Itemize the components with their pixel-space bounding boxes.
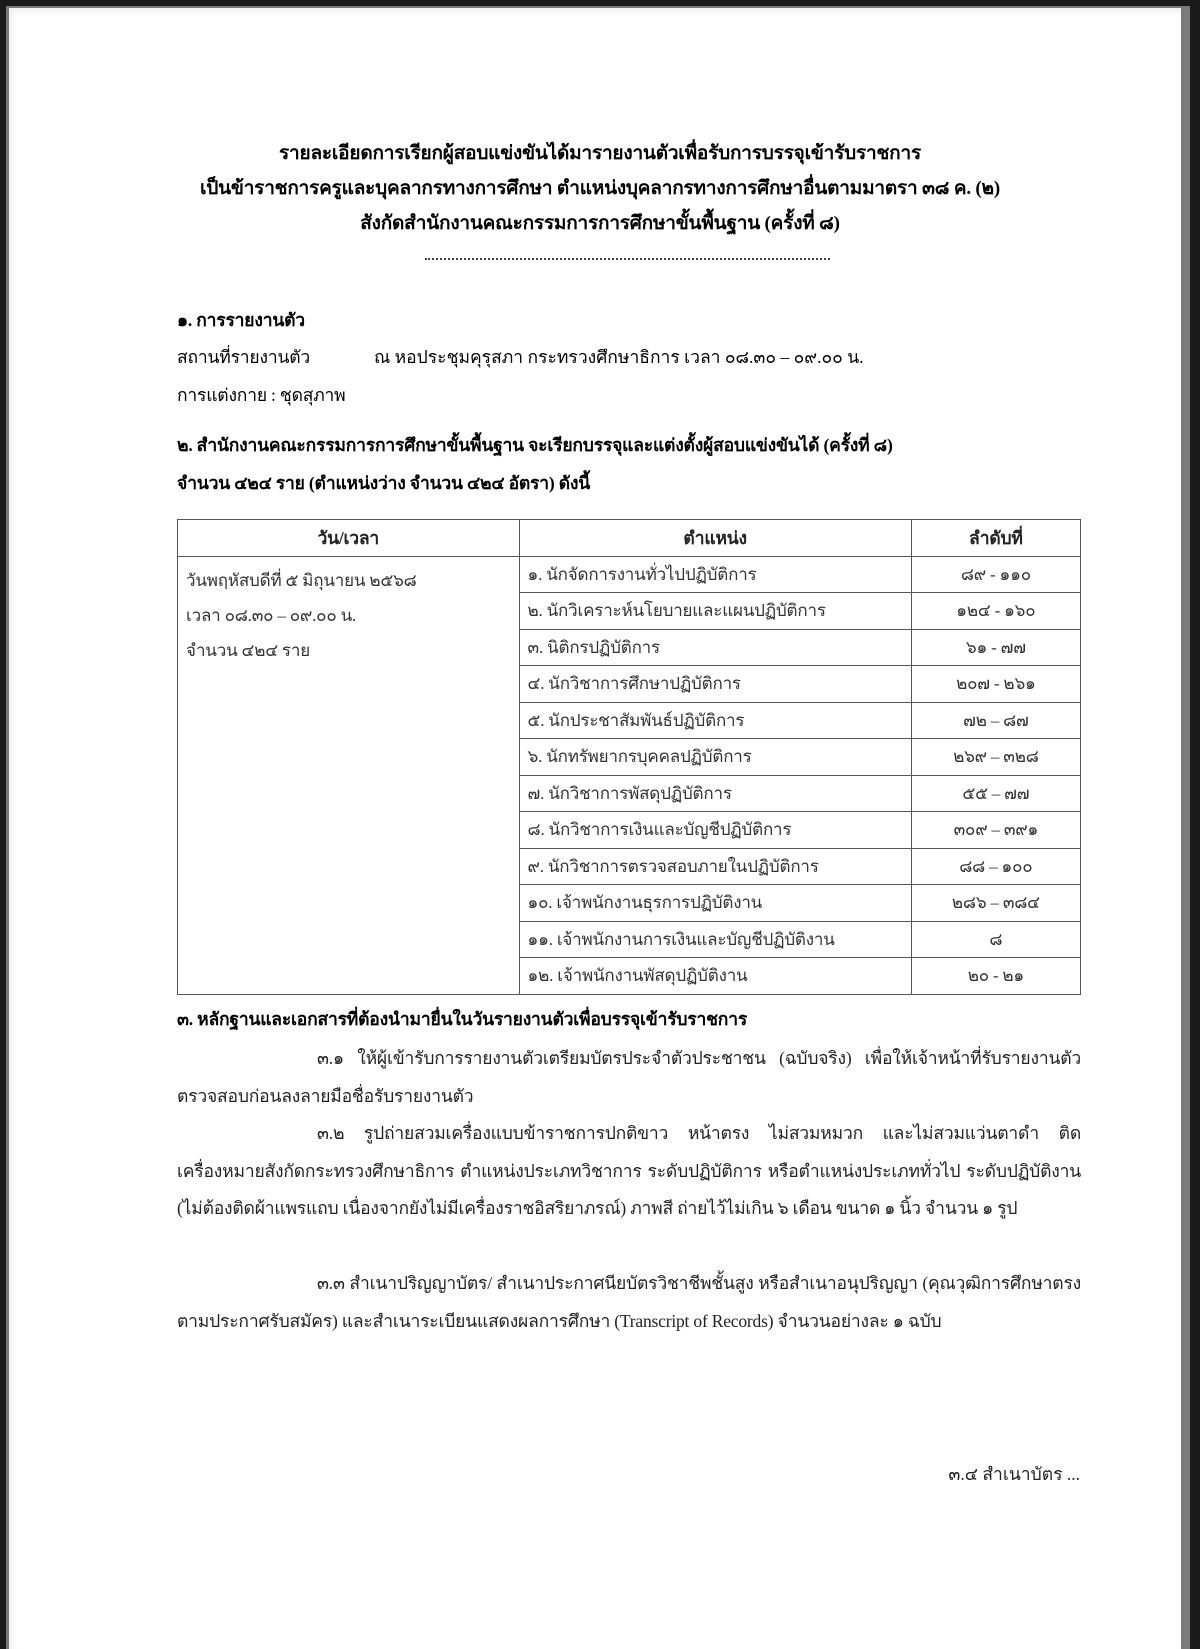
- section2-heading-line1: ๒. สำนักงานคณะกรรมการการศึกษาขั้นพื้นฐาน จะเรียกบรรจุและแต่งตั้งผู้สอบแข่งขันได้ (ครั้งที่ ๘): [177, 435, 893, 455]
- position-cell: ๖. นักทรัพยากรบุคคลปฏิบัติการ: [519, 739, 911, 776]
- rank-cell: ๓๐๙ – ๓๙๑: [911, 812, 1080, 849]
- date-cell: [178, 556, 520, 994]
- table-header-row: [178, 520, 1081, 557]
- section1-heading: ๑. การรายงานตัว: [177, 310, 305, 330]
- position-cell: ๔. นักวิชาการศึกษาปฏิบัติการ: [519, 666, 911, 703]
- position-cell: ๘. นักวิชาการเงินและบัญชีปฏิบัติการ: [519, 812, 911, 849]
- schedule-table: [177, 519, 1081, 995]
- rank-cell: ๗๒ – ๘๗: [911, 702, 1080, 739]
- title-line-1: รายละเอียดการเรียกผู้สอบแข่งขันได้มารายงานตัวเพื่อรับการบรรจุเข้ารับราชการ: [279, 143, 921, 164]
- rank-cell: ๒๖๙ – ๓๒๘: [911, 739, 1080, 776]
- rank-cell: ๘: [911, 921, 1080, 958]
- rank-cell: ๖๑ - ๗๗: [911, 629, 1080, 666]
- requirement-3-3: [177, 1265, 1081, 1340]
- requirement-3-2: [177, 1115, 1081, 1228]
- position-cell: ๑๑. เจ้าพนักงานการเงินและบัญชีปฏิบัติงาน: [519, 921, 911, 958]
- header-position: ตำแหน่ง: [519, 520, 911, 557]
- requirement-text: ๓.๑ ให้ผู้เข้ารับการรายงานตัวเตรียมบัตรประจำตัวประชาชน (ฉบับจริง) เพื่อให้เจ้าหน้าที่รับรายงานตัวตรวจสอบก่อนลงลายมือชื่อรับรายงานตัว: [177, 1048, 1081, 1106]
- rank-cell: ๘๙ - ๑๑๐: [911, 556, 1080, 593]
- header-rank: ลำดับที่: [911, 520, 1080, 557]
- dress-code: การแต่งกาย : ชุดสุภาพ: [177, 385, 346, 405]
- location-label: สถานที่รายงานตัว: [177, 347, 311, 367]
- rank-cell: ๒๐๗ - ๒๖๑: [911, 666, 1080, 703]
- position-cell: ๗. นักวิชาการพัสดุปฏิบัติการ: [519, 775, 911, 812]
- document-title: [0, 136, 1200, 241]
- rank-cell: ๒๐ - ๒๑: [911, 958, 1080, 995]
- requirement-3-1: [177, 1040, 1081, 1115]
- dotted-divider: [425, 258, 830, 260]
- section3-heading: ๓. หลักฐานและเอกสารที่ต้องนำมายื่นในวันรายงานตัวเพื่อบรรจุเข้ารับราชการ: [177, 1009, 748, 1029]
- count-line: จำนวน ๔๒๔ ราย: [186, 640, 310, 660]
- requirement-text: ๓.๓ สำเนาปริญญาบัตร/ สำเนาประกาศนียบัตรวิชาชีพชั้นสูง หรือสำเนาอนุปริญญา (คุณวุฒิการศึกษาตรงตามประกาศรับสมัคร) และสำเนาระเบียนแสดงผลการศึกษา (Transcript of Records) จำนวนอย่างละ ๑ ฉบับ: [177, 1273, 1081, 1331]
- position-cell: ๑. นักจัดการงานทั่วไปปฏิบัติการ: [519, 556, 911, 593]
- location-value: ณ หอประชุมคุรุสภา กระทรวงศึกษาธิการ เวลา ๐๘.๓๐ – ๐๙.๐๐ น.: [374, 347, 864, 367]
- rank-cell: ๘๘ – ๑๐๐: [911, 848, 1080, 885]
- position-cell: ๒. นักวิเคราะห์นโยบายและแผนปฏิบัติการ: [519, 593, 911, 630]
- title-line-3: สังกัดสำนักงานคณะกรรมการการศึกษาขั้นพื้นฐาน (ครั้งที่ ๘): [360, 213, 840, 234]
- title-line-2: เป็นข้าราชการครูและบุคลากรทางการศึกษา ตำแหน่งบุคลากรทางการศึกษาอื่นตามมาตรา ๓๘ ค. (๒): [199, 178, 1001, 199]
- position-cell: ๑๐. เจ้าพนักงานธุรการปฏิบัติงาน: [519, 885, 911, 922]
- date-line: วันพฤหัสบดีที่ ๕ มิถุนายน ๒๕๖๘: [186, 570, 417, 590]
- position-cell: ๑๒. เจ้าพนักงานพัสดุปฏิบัติงาน: [519, 958, 911, 995]
- rank-cell: ๑๒๔ - ๑๖๐: [911, 593, 1080, 630]
- continued-on-next-page: ๓.๔ สำเนาบัตร ...: [948, 1464, 1080, 1484]
- rank-cell: ๒๘๖ – ๓๘๔: [911, 885, 1080, 922]
- time-line: เวลา ๐๘.๓๐ – ๐๙.๐๐ น.: [186, 605, 357, 625]
- header-date-time: วัน/เวลา: [178, 520, 520, 557]
- rank-cell: ๕๕ – ๗๗: [911, 775, 1080, 812]
- position-cell: ๓. นิติกรปฏิบัติการ: [519, 629, 911, 666]
- position-cell: ๙. นักวิชาการตรวจสอบภายในปฏิบัติการ: [519, 848, 911, 885]
- section2-heading-line2: จำนวน ๔๒๔ ราย (ตำแหน่งว่าง จำนวน ๔๒๔ อัตรา) ดังนี้: [177, 473, 590, 493]
- table-row: [178, 556, 1081, 593]
- position-cell: ๕. นักประชาสัมพันธ์ปฏิบัติการ: [519, 702, 911, 739]
- requirement-text: ๓.๒ รูปถ่ายสวมเครื่องแบบข้าราชการปกติขาว หน้าตรง ไม่สวมหมวก และไม่สวมแว่นตาดำ ติดเครื่องหมายสังกัดกระทรวงศึกษาธิการ ตำแหน่งประเภทวิชาการ ระดับปฏิบัติการ หรือตำแหน่งประเภททั่วไป ระดับปฏิบัติงาน (ไม่ต้องติดผ้าแพรแถบ เนื่องจากยังไม่มีเครื่องราชอิสริยาภรณ์) ภาพสี ถ่ายไว้ไม่เกิน ๖ เดือน ขนาด ๑ นิ้ว จำนวน ๑ รูป: [177, 1123, 1081, 1218]
